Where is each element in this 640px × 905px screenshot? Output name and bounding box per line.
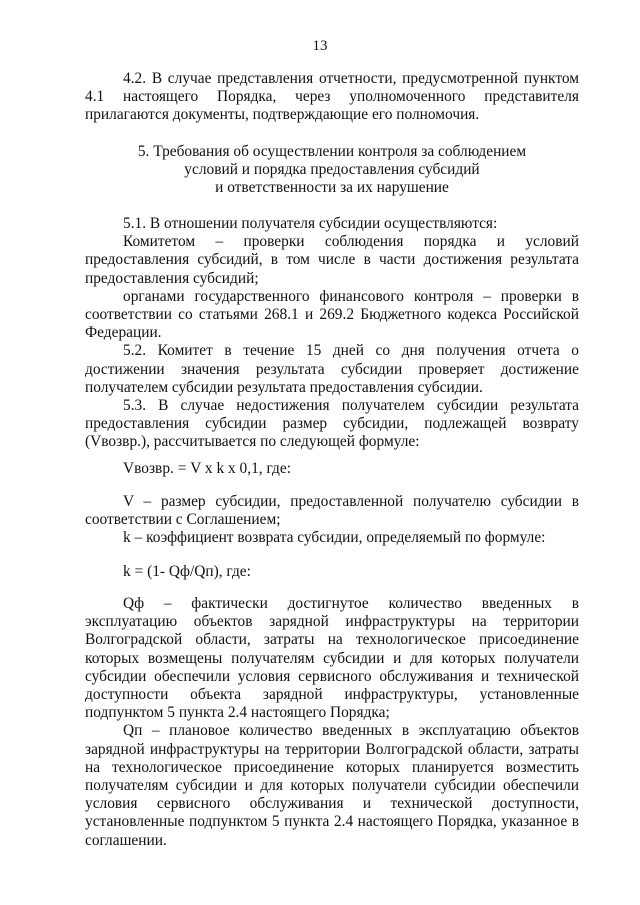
definitions-v-k (85, 493, 579, 548)
section-5-heading-line-3: и ответственности за их нарушение (215, 179, 449, 197)
paragraph-4-2-block (85, 70, 579, 125)
section-5-heading-line-1: 5. Требования об осуществлении контроля за соблюдением (137, 143, 527, 160)
formula-coefficient: k = (1- Qф/Qп), где: (123, 563, 251, 580)
definition-q-fact: Qф – фактически достигнутое количество введенных в эксплуатацию объектов зарядной инфраструктуры на территории Волгоградской области, затраты на технологическое присоединение которых возмещены получателям субсидии и для которых получатели субсидии обеспечили условия сервисного обслуживания и технической доступности объекта зарядной инфраструктуры, установленные подпунктом 5 пункта 2.4 настоящего Порядка; (85, 595, 579, 722)
definition-k: k – коэффициент возврата субсидии, определяемый по формуле: (123, 529, 546, 547)
section-5-body (85, 215, 579, 452)
section-5-heading-line-2: условий и порядка предоставления субсидий (184, 161, 480, 179)
paragraph-5-3: 5.3. В случае недостижения получателем субсидии результата предоставления субсидии размер субсидии, подлежащей возврату (Vвозвр.), рассчитывается по следующей формуле: (85, 397, 579, 451)
page-number: 13 (312, 38, 328, 54)
definition-v: V – размер субсидии, предоставленной получателю субсидии в соответствии с Соглашением; (85, 493, 579, 529)
formula-refund: Vвозвр. = V x k x 0,1, где: (123, 460, 291, 477)
paragraph-4-2: 4.2. В случае представления отчетности, предусмотренной пунктом 4.1 настоящего Порядка, через уполномоченного представителя прилагаются документы, подтверждающие его полномочия. (85, 70, 579, 124)
paragraph-5-1-committee: Комитетом – проверки соблюдения порядка и условий предоставления субсидий, в том числе в части достижения результата предоставления субсидий; (85, 233, 579, 287)
paragraph-5-1-control-bodies: органами государственного финансового контроля – проверки в соответствии со статьями 268.1 и 269.2 Бюджетного кодекса Российской Федерации. (85, 287, 579, 342)
definitions-q (85, 595, 579, 850)
paragraph-5-2: 5.2. Комитет в течение 15 дней со дня получения отчета о достижении значения результата субсидии проверяет достижение получателем субсидии результата предоставления субсидии. (85, 342, 579, 396)
paragraph-5-1: 5.1. В отношении получателя субсидии осуществляются: (123, 215, 498, 232)
definition-q-plan: Qп – плановое количество введенных в эксплуатацию объектов зарядной инфраструктуры на территории Волгоградской области, затраты на технологическое присоединение которых планируется возместить получателям субсидии и для которых получатели субсидии обеспечили условия сервисного обслуживания и технической доступности, установленные подпунктом 5 пункта 2.4 настоящего Порядка, указанное в соглашении. (85, 722, 579, 849)
section-5-heading (85, 143, 579, 198)
